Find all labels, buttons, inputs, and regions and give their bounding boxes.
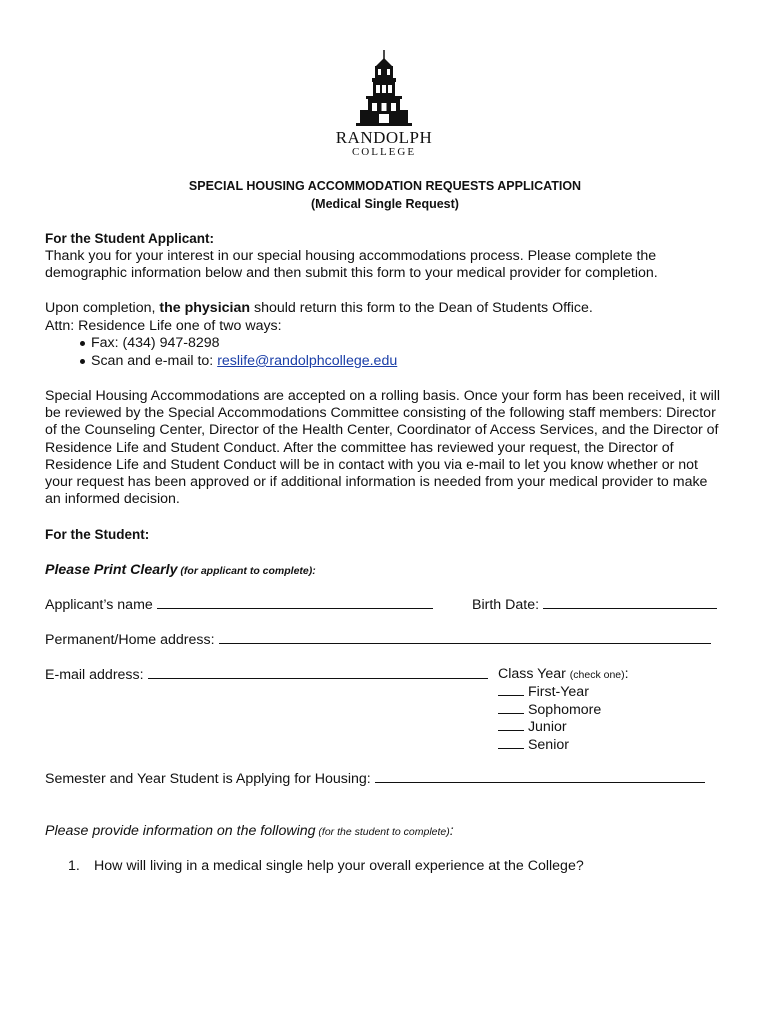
college-name: RANDOLPH xyxy=(335,128,433,147)
print-note: (for applicant to complete): xyxy=(177,565,316,577)
class-year-text: Class Year xyxy=(498,666,566,682)
address-label: Permanent/Home address: xyxy=(45,632,215,648)
fax-number: Fax: (434) 947-8298 xyxy=(91,335,220,351)
college-subname: COLLEGE xyxy=(351,146,417,158)
email-row xyxy=(45,666,488,683)
birth-date-field[interactable] xyxy=(543,596,717,609)
semester-field[interactable] xyxy=(375,770,705,783)
email-field[interactable] xyxy=(148,666,488,679)
return-bold: the physician xyxy=(159,300,251,316)
class-option-label: First-Year xyxy=(527,684,589,700)
reslife-email-link[interactable]: reslife@randolphcollege.edu xyxy=(217,353,398,369)
semester-label: Semester and Year Student is Applying for Housing: xyxy=(45,771,371,787)
info-label: Please provide information on the following xyxy=(45,823,316,839)
email-label: E-mail address: xyxy=(45,667,144,683)
checkbox-line[interactable] xyxy=(498,701,524,714)
applicant-name-label: Applicant’s name xyxy=(45,597,153,613)
return-prefix: Upon completion, xyxy=(45,300,160,316)
class-option-sophomore[interactable] xyxy=(498,701,601,718)
question-1-text: How will living in a medical single help your overall experience at the College? xyxy=(94,858,584,874)
return-suffix: should return this form to the Dean of Students Office. xyxy=(250,300,593,316)
checkbox-line[interactable] xyxy=(498,736,524,749)
info-label-row xyxy=(45,823,454,839)
class-year-label xyxy=(498,666,629,682)
birth-date-label: Birth Date: xyxy=(472,597,540,613)
student-heading: For the Student: xyxy=(45,527,150,542)
intro-heading: For the Student Applicant: xyxy=(45,231,214,246)
intro-text: Thank you for your interest in our special housing accommodations process. Please complete the demographic information below and then submit this form to your medical provider for completion. xyxy=(45,248,658,282)
bullet-icon xyxy=(80,341,85,346)
applicant-name-row xyxy=(45,596,433,613)
randolph-college-logo xyxy=(334,48,434,158)
semester-row xyxy=(45,770,705,787)
class-option-senior[interactable] xyxy=(498,736,569,753)
birth-date-row xyxy=(472,596,717,613)
scan-prefix: Scan and e-mail to: xyxy=(91,353,218,369)
question-1-number: 1. xyxy=(68,858,80,874)
address-field[interactable] xyxy=(219,631,711,644)
info-colon: : xyxy=(449,823,454,839)
page-title: SPECIAL HOUSING ACCOMMODATION REQUESTS APPLICATION xyxy=(188,179,582,193)
college-tower-icon xyxy=(354,48,414,128)
info-note: (for the student to complete) xyxy=(315,826,450,838)
checkbox-line[interactable] xyxy=(498,683,524,696)
class-option-junior[interactable] xyxy=(498,718,567,735)
class-option-label: Senior xyxy=(527,737,569,753)
class-option-first-year[interactable] xyxy=(498,683,589,700)
checkbox-line[interactable] xyxy=(498,718,524,731)
return-instructions xyxy=(45,300,593,316)
print-label: Please Print Clearly xyxy=(45,562,178,578)
class-year-colon: : xyxy=(624,666,629,682)
email-instruction xyxy=(91,353,397,369)
address-row xyxy=(45,631,711,648)
rolling-basis-text: Special Housing Accommodations are accepted on a rolling basis. Once your form has been received, it will be reviewed by the Special Accommodations Committee consisting of the following staff members: Director of the Counseling Center, Director of the Health Center, Coordinator of Access Services, and the Director of Residence Life and Student Conduct. After the committee has reviewed your request, the Director of Residence Life and Student Conduct will be in contact with you via e-mail to let you know whether or not your request has been approved or if additional information is needed from your medical provider to make an informed decision. xyxy=(45,388,721,508)
attn-line: Attn: Residence Life one of two ways: xyxy=(45,318,282,334)
bullet-icon xyxy=(80,359,85,364)
class-year-note: (check one) xyxy=(569,669,625,681)
class-option-label: Junior xyxy=(527,719,567,735)
page-subtitle: (Medical Single Request) xyxy=(311,197,459,211)
print-clearly-label xyxy=(45,562,316,578)
applicant-name-field[interactable] xyxy=(157,596,433,609)
class-option-label: Sophomore xyxy=(527,702,602,718)
